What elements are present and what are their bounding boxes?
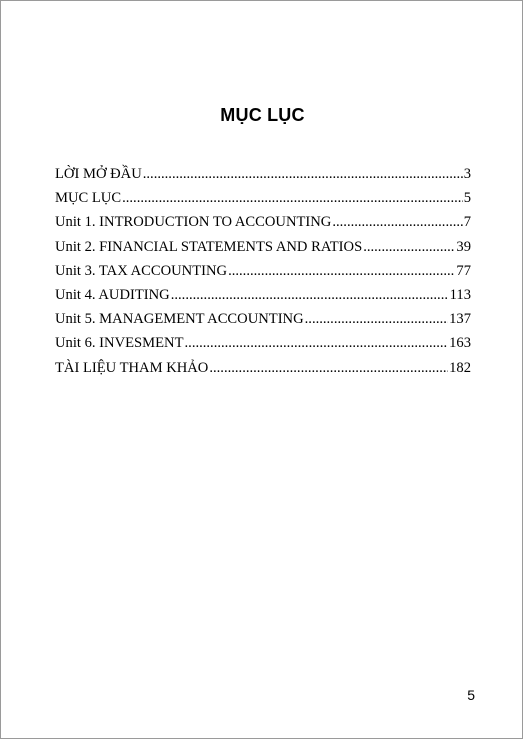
toc-entry-label: LỜI MỞ ĐẦU — [55, 166, 142, 182]
toc-entry-label: Unit 2. FINANCIAL STATEMENTS AND RATIOS — [55, 238, 363, 255]
toc-entry-page: 182 — [449, 359, 471, 376]
toc-leader-dots — [228, 263, 455, 280]
toc-entry-label: Unit 4. AUDITING — [55, 286, 170, 303]
toc-entry-page: 5 — [463, 190, 471, 207]
toc-entry-page: 3 — [463, 166, 471, 182]
toc-entry-page: 39 — [456, 238, 471, 255]
toc-leader-dots — [143, 166, 463, 183]
toc-entry-label: Unit 6. INVESMENT — [55, 335, 184, 352]
toc-leader-dots — [305, 311, 448, 328]
toc-entry-label: TÀI LIỆU THAM KHẢO — [55, 359, 209, 376]
toc-entry-page: 77 — [456, 262, 471, 279]
toc-entry[interactable] — [55, 335, 471, 359]
toc-entry[interactable] — [55, 287, 471, 311]
toc-entry-label: Unit 1. INTRODUCTION TO ACCOUNTING — [55, 214, 332, 231]
toc-leader-dots — [185, 335, 449, 352]
toc-entry-page: 113 — [449, 286, 471, 303]
toc-entry-label: Unit 5. MANAGEMENT ACCOUNTING — [55, 311, 304, 328]
toc-entry-page: 137 — [449, 311, 471, 328]
toc-entry[interactable] — [55, 214, 471, 238]
toc-entry-page: 163 — [449, 335, 471, 352]
toc-leader-dots — [363, 239, 455, 256]
toc-entry-label: MỤC LỤC — [55, 190, 122, 207]
toc-entry-page: 7 — [463, 214, 471, 231]
toc-leader-dots — [122, 190, 463, 207]
toc-entry[interactable] — [55, 166, 471, 190]
page-title: MỤC LỤC — [220, 105, 305, 125]
toc-leader-dots — [171, 287, 449, 304]
toc-entry[interactable] — [55, 311, 471, 335]
toc-entry[interactable] — [55, 190, 471, 214]
table-of-contents — [55, 166, 471, 384]
toc-leader-dots — [332, 214, 462, 231]
toc-entry[interactable] — [55, 360, 471, 384]
page-number: 5 — [467, 687, 475, 703]
toc-entry[interactable] — [55, 239, 471, 263]
toc-entry-label: Unit 3. TAX ACCOUNTING — [55, 262, 228, 279]
toc-leader-dots — [209, 360, 448, 377]
toc-entry[interactable] — [55, 263, 471, 287]
